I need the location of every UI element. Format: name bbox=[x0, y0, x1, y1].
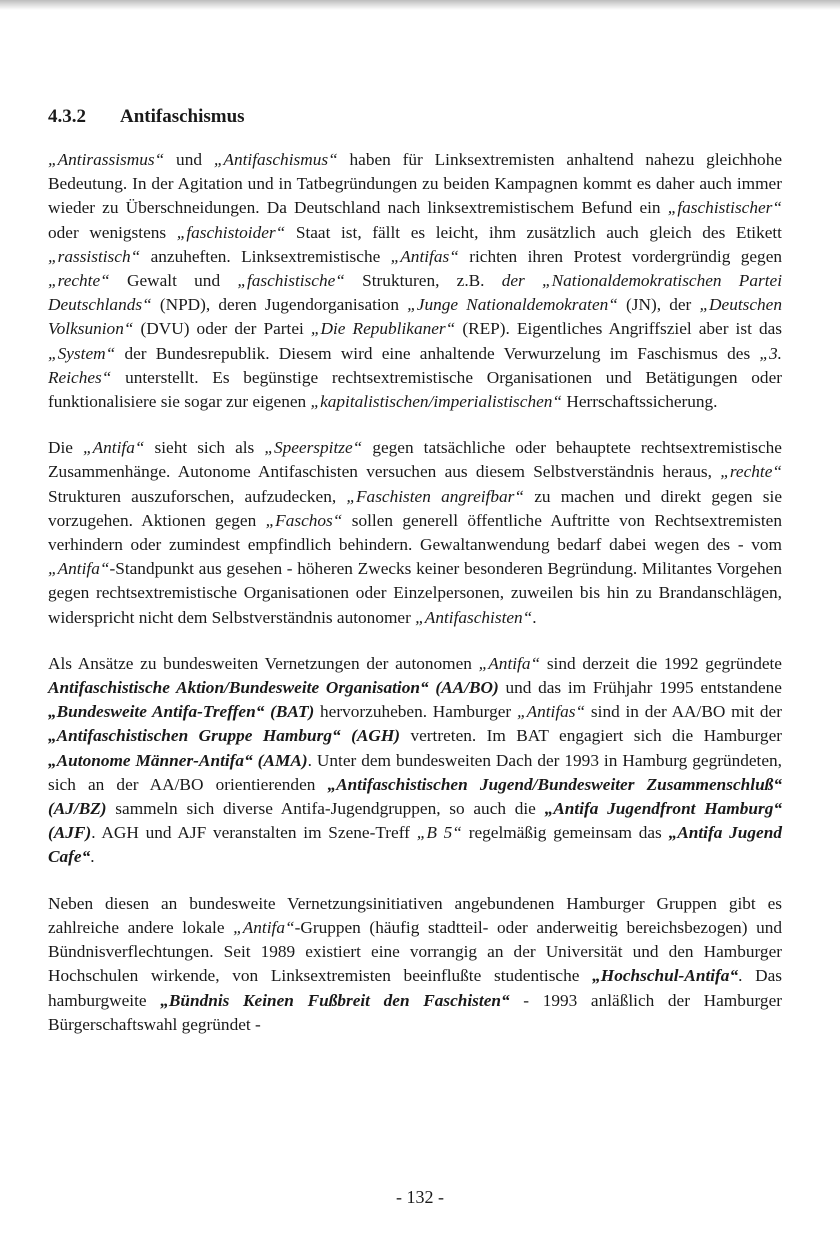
organization-name: „Bundesweite Antifa-Treffen“ (BAT) bbox=[48, 702, 315, 722]
body-text: hervorzuheben. Hamburger bbox=[314, 702, 517, 722]
body-text: oder wenigstens bbox=[48, 222, 177, 242]
emphasis-text: „Antifa“ bbox=[233, 917, 295, 937]
body-text: -Standpunkt aus gesehen - höheren Zwecks keiner besonderen Begründung. Militantes Vorgehen gegen rechtsextremistische Organisationen oder Einzelpersonen, zuweilen bis hin zu Brandanschlägen, widerspricht nicht dem Selbstverständnis autonomer bbox=[48, 559, 782, 627]
organization-name: „Hochschul-Antifa“ bbox=[592, 966, 739, 986]
body-text: (NPD), deren Jugendorganisation bbox=[151, 295, 408, 315]
emphasis-text: „kapitalistischen/imperialistischen“ bbox=[310, 392, 563, 412]
organization-name: „Bündnis Keinen Fußbreit den Faschisten“ bbox=[160, 990, 510, 1010]
body-text: Gewalt und bbox=[109, 271, 238, 291]
body-text: . bbox=[90, 847, 95, 867]
body-text: regelmäßig gemeinsam das bbox=[461, 823, 669, 843]
body-text: . AGH und AJF veranstalten im Szene-Treff bbox=[91, 823, 417, 843]
emphasis-text: „Antifa“ bbox=[83, 438, 145, 458]
emphasis-text: „rechte“ bbox=[720, 462, 782, 482]
body-text: der Bundesrepublik. Diesem wird eine anhaltende Verwurzelung im Faschismus des bbox=[115, 343, 760, 363]
body-text: . bbox=[532, 607, 537, 627]
emphasis-text: „Faschos“ bbox=[265, 510, 343, 530]
body-text: haben für Linksextremisten anhaltend nahezu gleichhohe Bedeutung. In der Agitation und in Tatbegründungen zu beiden Kampagnen kommt es daher auch immer wieder zu Überschneidungen. Da Deutschland nach linksextremistischem Befund ein bbox=[48, 150, 782, 218]
paragraph-3 bbox=[48, 652, 782, 870]
emphasis-text: „Antifa“ bbox=[478, 653, 541, 673]
section-heading bbox=[48, 106, 782, 128]
body-text: (REP). Eigentliches Angriffsziel aber ist das bbox=[455, 319, 782, 339]
emphasis-text: der „Nationaldemokratischen Partei Deutschlands“ bbox=[48, 271, 782, 315]
document-page bbox=[48, 106, 782, 1059]
section-title: Antifaschismus bbox=[120, 106, 245, 127]
emphasis-text: „System“ bbox=[48, 343, 116, 363]
emphasis-text: „Faschisten angreifbar“ bbox=[346, 486, 524, 506]
organization-name: „Antifa Jugendfront Hamburg“ (AJF) bbox=[48, 799, 783, 843]
paragraph-4 bbox=[48, 892, 782, 1037]
emphasis-text: „Antifas“ bbox=[516, 702, 586, 722]
emphasis-text: „Die Republikaner“ bbox=[310, 319, 456, 339]
body-text: Neben diesen an bundesweite Vernetzungsinitiativen angebundenen Hamburger Gruppen gibt es zahlreiche andere lokale bbox=[48, 893, 782, 937]
organization-name: „Antifaschistischen Jugend/Bundesweiter Zusammenschluß“ (AJ/BZ) bbox=[48, 774, 782, 819]
body-text: gegen tatsächliche oder behauptete rechtsextremistische Zusammenhänge. Autonome Antifaschisten versuchen aus diesem Selbstverständnis heraus, bbox=[48, 438, 782, 482]
emphasis-text: „3. Reiches“ bbox=[48, 343, 782, 387]
body-text: richten ihren Protest vordergründig gegen bbox=[458, 246, 783, 266]
emphasis-text: „B 5“ bbox=[416, 823, 462, 843]
emphasis-text: „faschistische“ bbox=[237, 271, 345, 291]
organization-name: Antifaschistische Aktion/Bundesweite Organisation“ (AA/BO) bbox=[48, 678, 499, 698]
section-number: 4.3.2 bbox=[48, 106, 86, 127]
emphasis-text: „Antirassismus“ bbox=[48, 150, 165, 169]
body-text: Als Ansätze zu bundesweiten Vernetzungen der autonomen bbox=[48, 653, 479, 673]
emphasis-text: „Deutschen Volksunion“ bbox=[48, 295, 782, 339]
paragraph-2 bbox=[48, 436, 782, 630]
emphasis-text: „rechte“ bbox=[48, 271, 110, 291]
body-text: zu machen und direkt gegen sie vorzugehen. Aktionen gegen bbox=[48, 486, 782, 530]
scan-edge bbox=[0, 0, 840, 10]
body-text: sollen generell öffentliche Auftritte von Rechtsextremisten verhindern oder zumindest empfindlich behindern. Gewaltanwendung bedarf dabei wegen des - vom bbox=[48, 510, 782, 555]
emphasis-text: „rassistisch“ bbox=[48, 246, 141, 266]
body-text: - 1993 anläßlich der Hamburger Bürgerschaftswahl gegründet - bbox=[48, 990, 782, 1034]
body-text: sind in der AA/BO mit der bbox=[585, 702, 782, 722]
emphasis-text: „Antifas“ bbox=[390, 246, 459, 266]
organization-name: „Antifaschistischen Gruppe Hamburg“ (AGH) bbox=[48, 726, 401, 746]
emphasis-text: „Antifa“ bbox=[48, 559, 110, 579]
body-text: . Unter dem bundesweiten Dach der 1993 in Hamburg gegründeten, sich an der AA/BO orientierenden bbox=[48, 750, 782, 794]
body-text: unterstellt. Es begünstige rechtsextremistische Organisationen und Betätigungen oder funktionalisiere sie sogar zur eigenen bbox=[48, 367, 782, 412]
body-text: sammeln sich diverse Antifa-Jugendgruppen, so auch die bbox=[106, 799, 545, 819]
page-number: - 132 - bbox=[396, 1187, 444, 1207]
body-text: (JN), der bbox=[617, 295, 700, 315]
organization-name: „Autonome Männer-Antifa“ (AMA) bbox=[48, 750, 308, 770]
emphasis-text: „Junge Nationaldemokraten“ bbox=[407, 295, 618, 315]
body-text: sieht sich als bbox=[144, 438, 265, 458]
body-text: vertreten. Im BAT engagiert sich die Hamburger bbox=[400, 726, 782, 746]
body-text: Strukturen auszuforschen, aufzudecken, bbox=[48, 486, 347, 506]
emphasis-text: „Antifaschisten“ bbox=[415, 607, 533, 627]
paragraph-1 bbox=[48, 148, 782, 414]
emphasis-text: „Speerspitze“ bbox=[264, 438, 363, 458]
body-text: sind derzeit die 1992 gegründete bbox=[540, 653, 782, 673]
body-text: . Das hamburgweite bbox=[48, 966, 782, 1010]
body-text: Die bbox=[48, 438, 83, 458]
organization-name: „Antifa Jugend Cafe“ bbox=[48, 823, 782, 867]
body-text: Herrschaftssicherung. bbox=[562, 392, 718, 412]
body-text: und das im Frühjahr 1995 entstandene bbox=[498, 678, 782, 698]
body-text: -Gruppen (häufig stadtteil- oder anderweitig bereichsbezogen) und Bündnisverflechtungen. Seit 1989 existiert eine vorrangig an der Universität und den Hamburger Hochschulen wirkende, von Linksextremisten beeinflußte studentische bbox=[48, 917, 782, 986]
body-text: und bbox=[164, 150, 214, 169]
emphasis-text: „faschistoider“ bbox=[176, 222, 286, 242]
body-text: Staat ist, fällt es leicht, ihm zusätzlich auch gleich des Etikett bbox=[285, 222, 782, 242]
body-text: (DVU) oder der Partei bbox=[133, 319, 311, 339]
body-text: anzuheften. Linksextremistische bbox=[140, 246, 391, 266]
emphasis-text: „faschistischer“ bbox=[667, 198, 782, 218]
emphasis-text: „Antifaschismus“ bbox=[213, 150, 338, 169]
body-text: Strukturen, z.B. bbox=[344, 271, 502, 291]
